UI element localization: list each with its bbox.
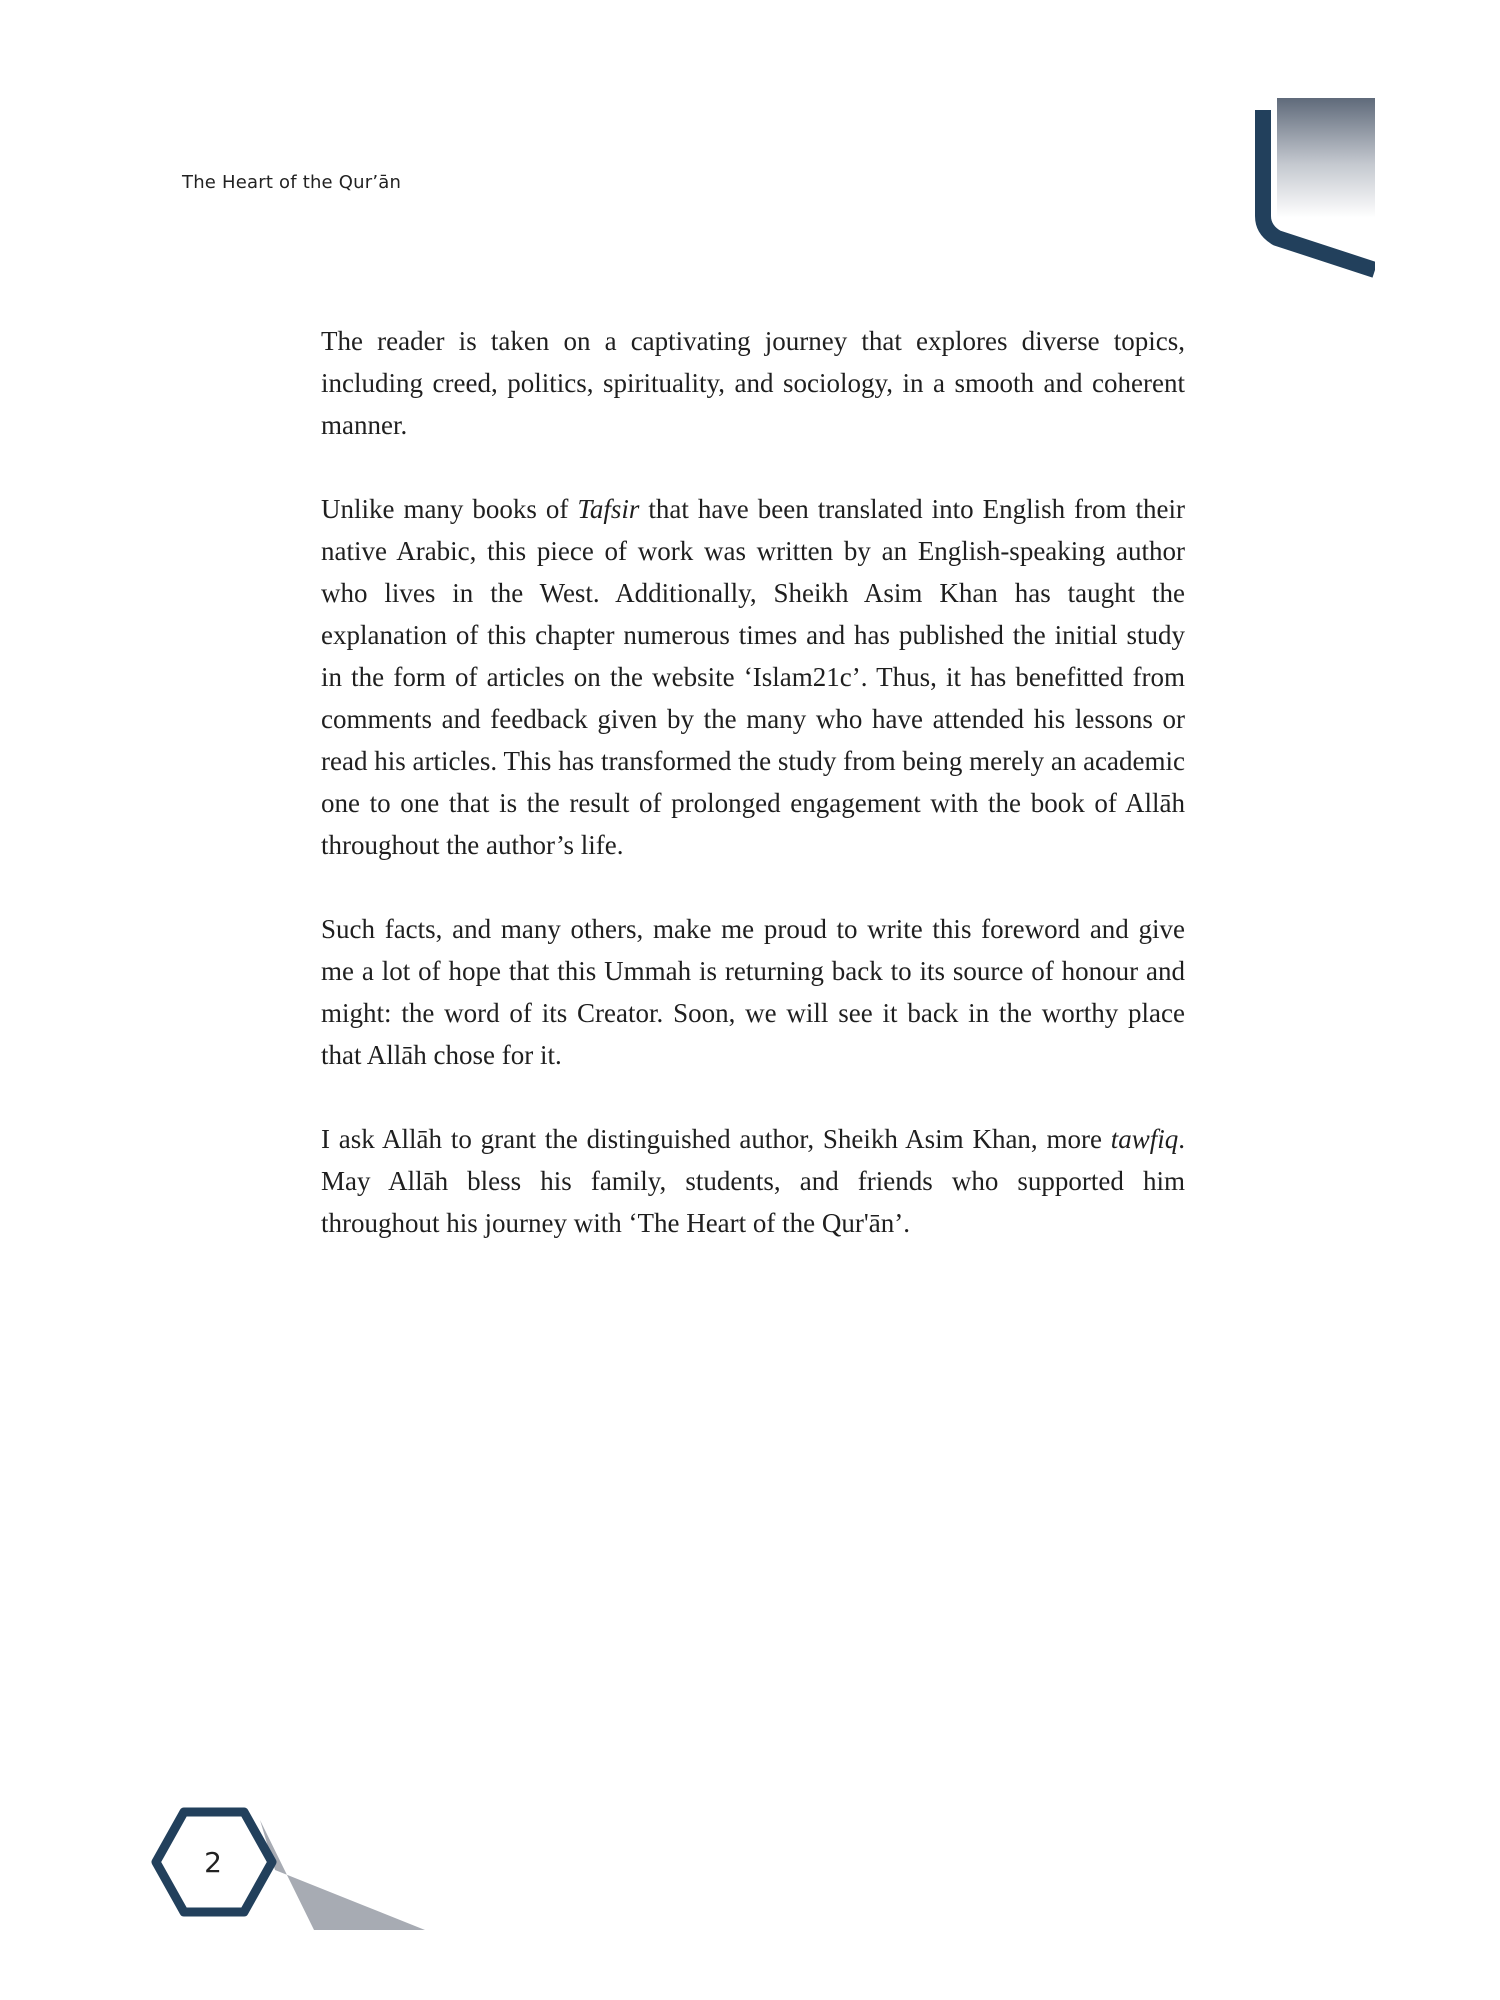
paragraph-2-rest: that have been translated into English from their native Arabic, this piece of work was written by an English-speaking author who lives in the West. Additionally, Sheikh Asim Khan has taught the explanation of this chapter numerous times and has published the initial study in the form of articles on the website ‘Islam21c’. Thus, it has benefitted from comments and feedback given by the many who have attended his lessons or read his articles. This has transformed the study from being merely an academic one to one that is the result of prolonged engagement with the book of Allāh throughout the author’s life. [321,494,1185,860]
tawfiq-term: tawfiq [1110,1124,1179,1154]
paragraph-4 [321,1118,1185,1244]
paragraph-4-start: I ask Allāh to grant the distinguished author, Sheikh Asim Khan, more [321,1124,1111,1154]
page-number: 2 [204,1845,222,1879]
paragraph-1: The reader is taken on a captivating journey that explores diverse topics, including creed, politics, spirituality, and sociology, in a smooth and coherent manner. [321,326,1185,440]
paragraph-3: Such facts, and many others, make me proud to write this foreword and give me a lot of hope that this Ummah is returning back to its source of honour and might: the word of its Creator. Soon, we will see it back in the worthy place that Allāh chose for it. [321,914,1185,1070]
corner-tab-decoration [1255,98,1375,278]
foreword-body [321,320,1185,1286]
tafsir-term: Tafsir [577,494,640,524]
paragraph-2-start: Unlike many books of [321,494,578,524]
paragraph-4-rest: . May Allāh bless his family, students, and friends who supported him throughout his journey with ‘The Heart of the Qur'ān’. [321,1124,1185,1238]
paragraph-2 [321,488,1185,866]
running-header-title: The Heart of the Qur’ān [182,172,402,193]
